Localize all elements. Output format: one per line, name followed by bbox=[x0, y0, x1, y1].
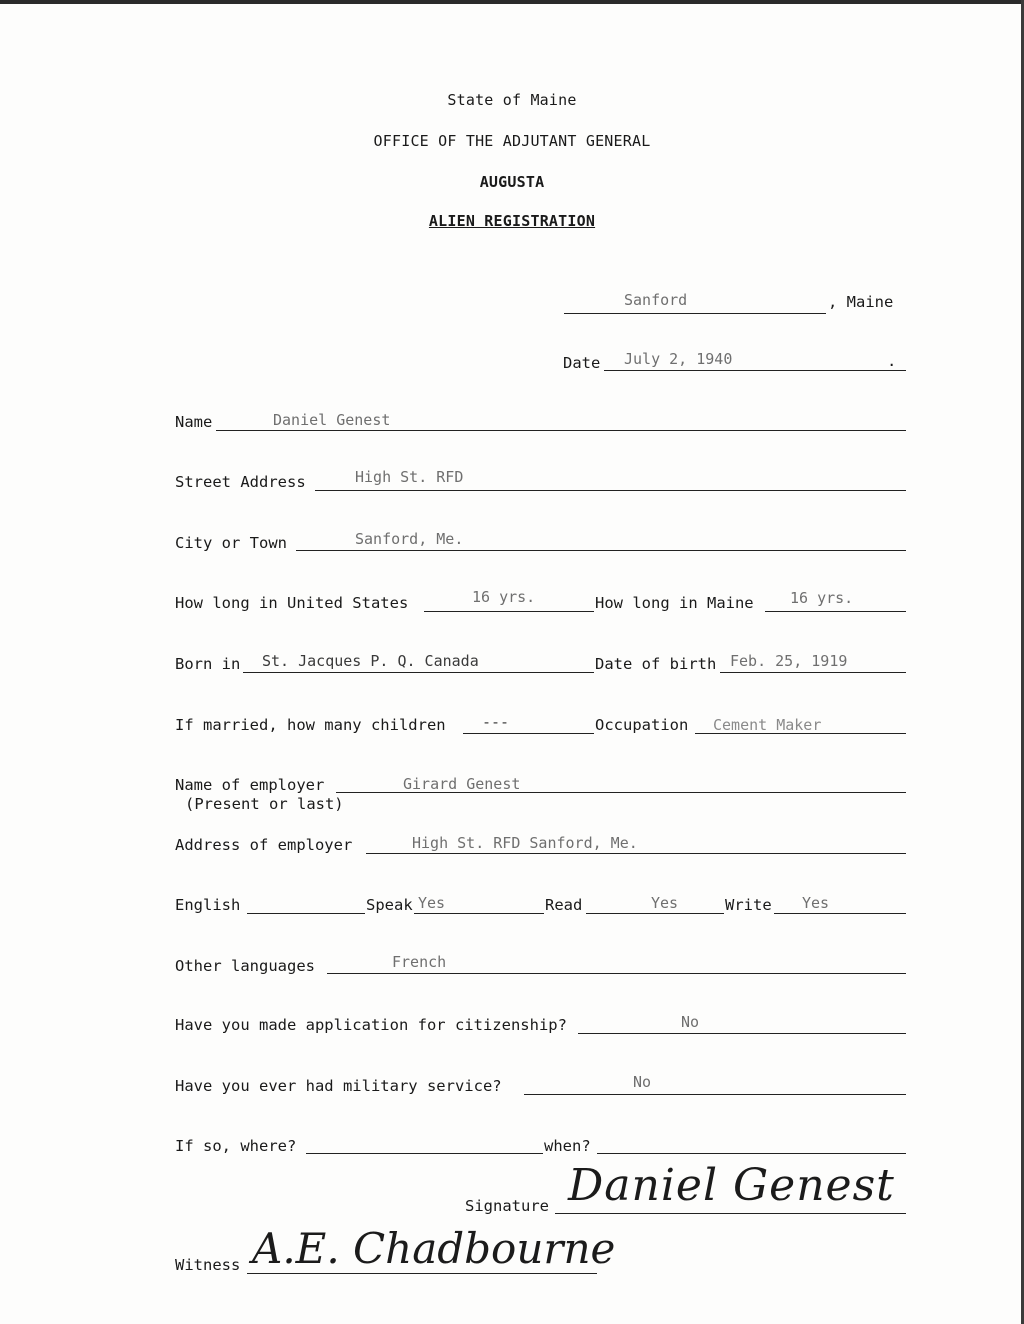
children-line bbox=[463, 733, 594, 734]
witness-line bbox=[247, 1273, 597, 1274]
read-value: Yes bbox=[651, 894, 679, 912]
street-address-line bbox=[315, 490, 906, 491]
citizenship-value: No bbox=[681, 1013, 700, 1031]
scan-edge-top bbox=[0, 0, 1024, 4]
children-value: --- bbox=[482, 713, 510, 731]
speak-line bbox=[414, 913, 544, 914]
when-label: when? bbox=[544, 1137, 591, 1155]
date-of-birth-line bbox=[720, 672, 906, 673]
occupation-label: Occupation bbox=[595, 716, 689, 734]
write-value: Yes bbox=[802, 894, 830, 912]
date-end-mark: . bbox=[887, 352, 897, 370]
signature-line bbox=[555, 1213, 906, 1214]
read-label: Read bbox=[545, 896, 583, 914]
name-line bbox=[216, 430, 906, 431]
date-value: July 2, 1940 bbox=[624, 350, 733, 368]
born-in-label: Born in bbox=[175, 655, 241, 673]
city-value: Sanford, Me. bbox=[355, 530, 464, 548]
other-languages-value: French bbox=[392, 953, 447, 971]
employer-name-sublabel: (Present or last) bbox=[185, 795, 344, 813]
military-value: No bbox=[633, 1073, 652, 1091]
when-line bbox=[597, 1153, 906, 1154]
employer-name-label: Name of employer bbox=[175, 776, 325, 794]
military-label: Have you ever had military service? bbox=[175, 1077, 502, 1095]
how-long-us-label: How long in United States bbox=[175, 594, 409, 612]
town-value: Sanford bbox=[624, 291, 688, 309]
where-line bbox=[306, 1153, 543, 1154]
english-label: English bbox=[175, 896, 241, 914]
other-languages-label: Other languages bbox=[175, 957, 315, 975]
write-label: Write bbox=[725, 896, 772, 914]
how-long-us-line bbox=[424, 611, 594, 612]
date-line bbox=[604, 370, 906, 371]
speak-label: Speak bbox=[366, 896, 413, 914]
header-state: State of Maine bbox=[447, 91, 577, 109]
state-label: , Maine bbox=[828, 293, 894, 311]
header-city: AUGUSTA bbox=[479, 173, 545, 191]
employer-name-value: Girard Genest bbox=[403, 775, 521, 793]
date-of-birth-label: Date of birth bbox=[595, 655, 717, 673]
town-line bbox=[564, 313, 826, 314]
born-in-line bbox=[243, 672, 594, 673]
how-long-maine-label: How long in Maine bbox=[595, 594, 754, 612]
occupation-value: Cement Maker bbox=[713, 716, 822, 734]
born-in-value: St. Jacques P. Q. Canada bbox=[262, 652, 479, 670]
witness-label: Witness bbox=[175, 1256, 241, 1274]
header-office: OFFICE OF THE ADJUTANT GENERAL bbox=[373, 132, 651, 150]
street-address-value: High St. RFD bbox=[355, 468, 464, 486]
how-long-us-value: 16 yrs. bbox=[472, 588, 536, 606]
name-label: Name bbox=[175, 413, 213, 431]
witness-handwritten: A.E. Chadbourne bbox=[252, 1224, 616, 1273]
military-line bbox=[524, 1094, 906, 1095]
employer-address-line bbox=[366, 853, 906, 854]
english-line bbox=[247, 913, 365, 914]
citizenship-label: Have you made application for citizenship? bbox=[175, 1016, 567, 1034]
how-long-maine-line bbox=[765, 611, 906, 612]
other-languages-line bbox=[327, 973, 906, 974]
header-title: ALIEN REGISTRATION bbox=[428, 212, 596, 230]
speak-value: Yes bbox=[418, 894, 446, 912]
citizenship-line bbox=[578, 1033, 906, 1034]
children-label: If married, how many children bbox=[175, 716, 446, 734]
name-value: Daniel Genest bbox=[273, 411, 391, 429]
how-long-maine-value: 16 yrs. bbox=[790, 589, 854, 607]
date-label: Date bbox=[563, 354, 601, 372]
employer-address-value: High St. RFD Sanford, Me. bbox=[412, 834, 638, 852]
where-label: If so, where? bbox=[175, 1137, 297, 1155]
signature-label: Signature bbox=[465, 1197, 549, 1215]
city-line bbox=[296, 550, 906, 551]
street-address-label: Street Address bbox=[175, 473, 306, 491]
city-label: City or Town bbox=[175, 534, 287, 552]
employer-address-label: Address of employer bbox=[175, 836, 353, 854]
signature-handwritten: Daniel Genest bbox=[568, 1160, 895, 1211]
date-of-birth-value: Feb. 25, 1919 bbox=[730, 652, 848, 670]
write-line bbox=[774, 913, 906, 914]
read-line bbox=[586, 913, 724, 914]
